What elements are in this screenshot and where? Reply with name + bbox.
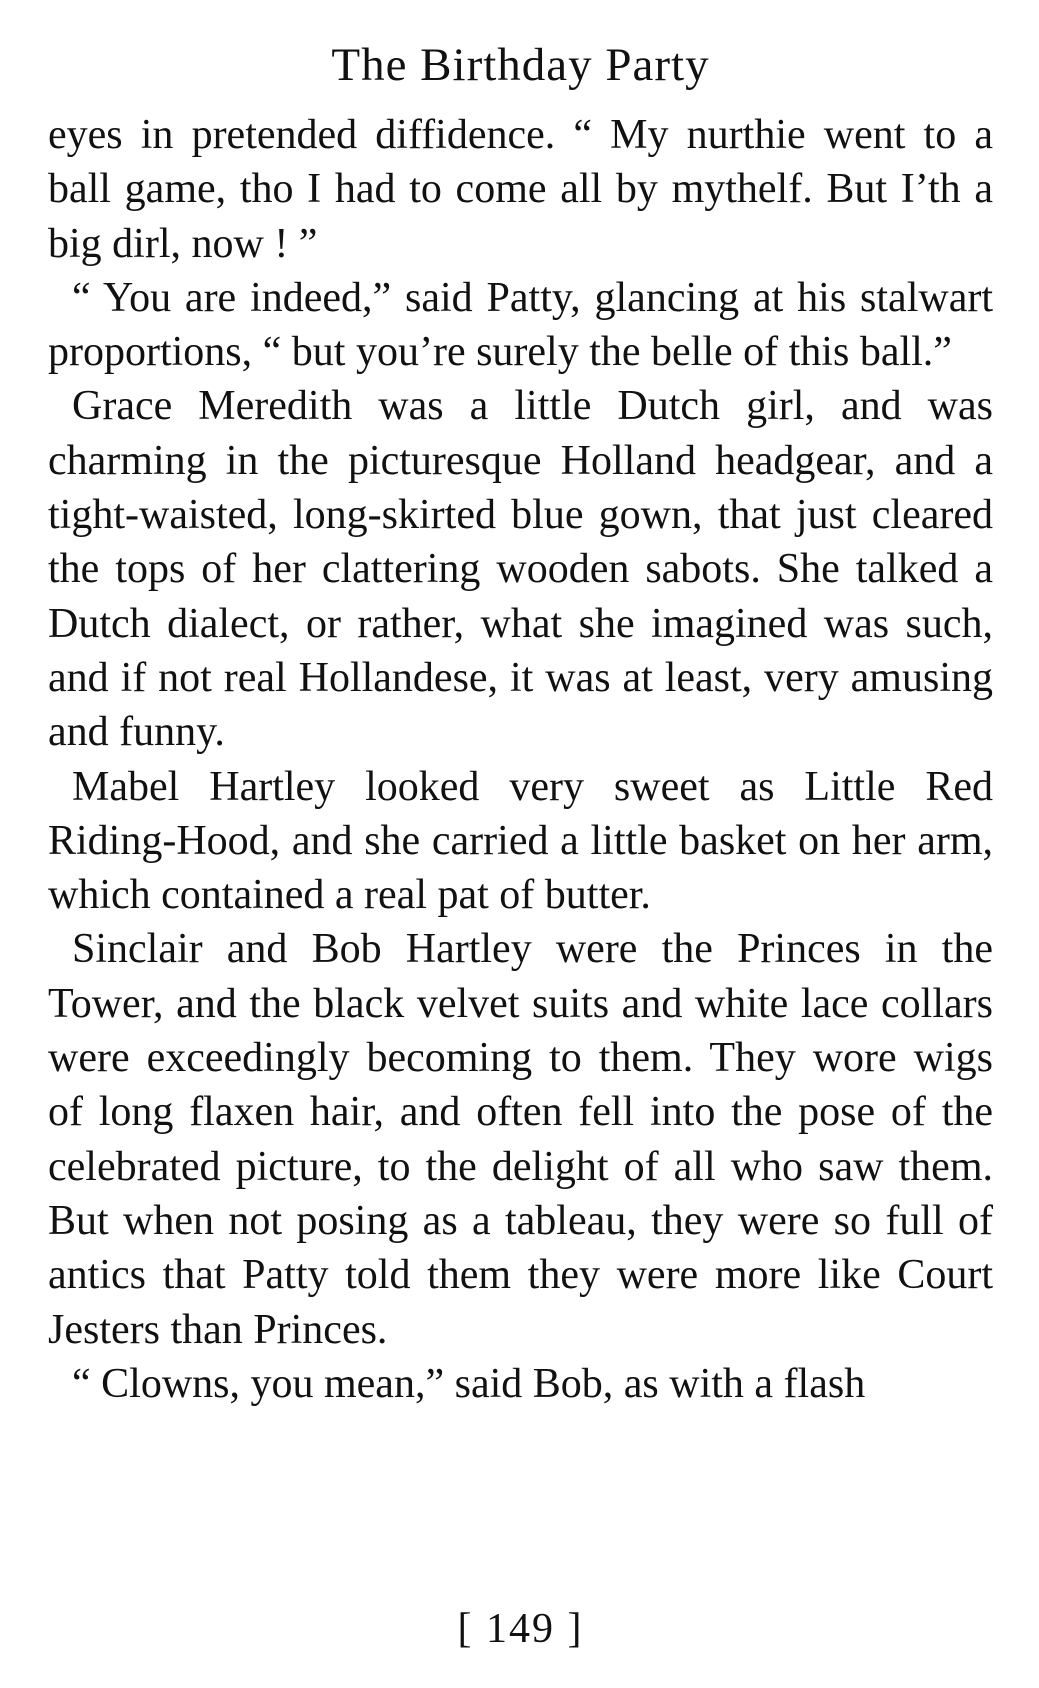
paragraph: “ You are indeed,” said Patty, glancing at his stalwart proportions, “ but you’re surely the belle of this ball.” <box>48 274 993 376</box>
paragraph-continued: eyes in pretended diffidence. “ My nurthie went to a ball game, tho I had to come all by mythelf. But I’th a big dirl, now ! ” <box>48 112 993 267</box>
paragraph: Sinclair and Bob Hartley were the Princes in the Tower, and the black velvet suits and white lace collars were exceedingly becoming to them. They wore wigs of long flaxen hair, and often fell into the pose of the celebrated picture, to the delight of all who saw them. But when not posing as a tableau, they were so full of antics that Patty told them they were more like Court Jesters than Princes. <box>48 926 993 1353</box>
paragraph: Mabel Hartley looked very sweet as Little Red Riding-Hood, and she carried a little basket on her arm, which contained a real pat of butter. <box>48 763 993 919</box>
paragraph: “ Clowns, you mean,” said Bob, as with a flash <box>72 1360 866 1407</box>
body-text <box>48 108 993 1411</box>
page-number: [ 149 ] <box>457 1606 584 1652</box>
running-head: The Birthday Party <box>331 39 710 91</box>
paragraph: Grace Meredith was a little Dutch girl, and was charming in the picturesque Holland headgear, and a tight-waisted, long-skirted blue gown, that just cleared the tops of her clattering wooden sabots. She talked a Dutch dialect, or rather, what she imagined was such, and if not real Hollandese, it was at least, very amusing and funny. <box>48 383 993 756</box>
book-page <box>48 0 993 1688</box>
